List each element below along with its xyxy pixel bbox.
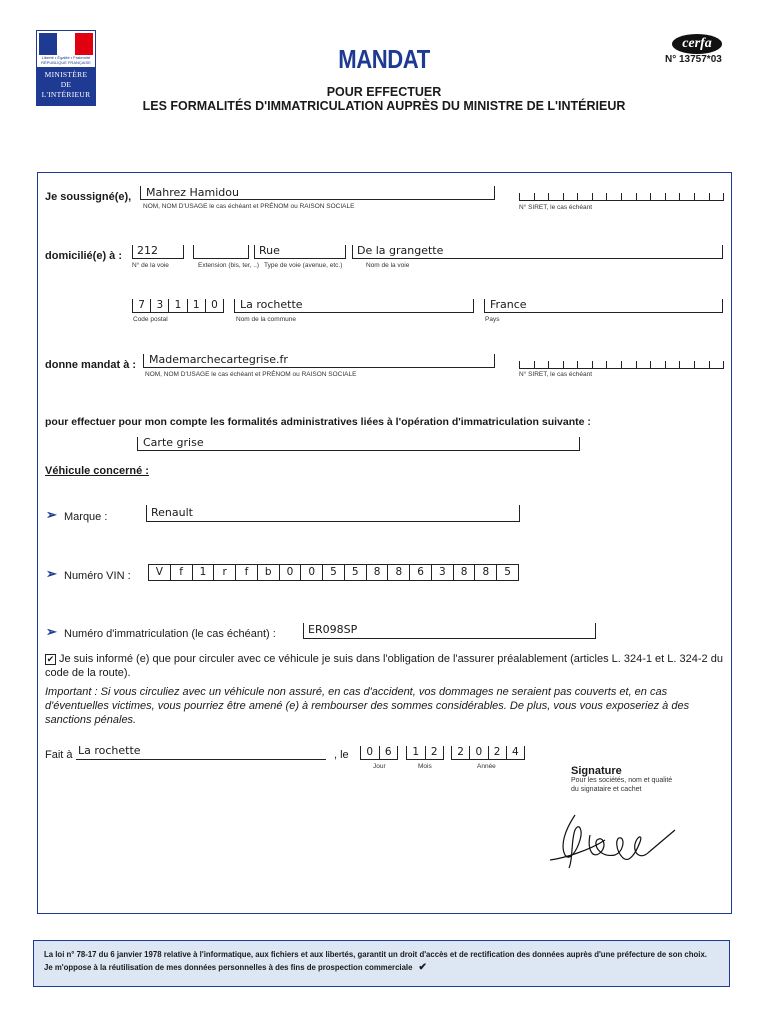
soussigne-siret-hint: N° SIRET, le cas échéant (519, 204, 593, 211)
signature-drawing (545, 800, 685, 880)
operation-label: pour effectuer pour mon compte les formalités administratives liées à l'opération d'immatriculation suivante : (45, 416, 591, 428)
subtitle-line-2: LES FORMALITÉS D'IMMATRICULATION AUPRÈS DU MINISTRE DE L'INTÉRIEUR (142, 99, 626, 113)
signature-hint-1: Pour les sociétés, nom et qualité (571, 777, 673, 784)
mois-hint: Mois (418, 763, 432, 770)
extension-hint: Extension (bis, ter, ..) (198, 262, 260, 269)
immat-field[interactable] (303, 623, 596, 639)
marque-field[interactable] (146, 505, 520, 522)
arrow-icon: ➢ (46, 624, 57, 639)
extension-field[interactable] (193, 245, 249, 259)
arrow-icon: ➢ (46, 507, 57, 522)
marque-label: Marque : (64, 511, 108, 523)
ministere-text: MINISTÈRE DE L'INTÉRIEUR (37, 67, 95, 105)
arrow-icon: ➢ (46, 566, 57, 581)
fait-label: Fait à (45, 749, 73, 761)
cerfa-logo: cerfa (672, 34, 722, 54)
page-title: MANDAT (338, 44, 430, 74)
marque-value: Renault (151, 506, 193, 519)
signature-title: Signature (571, 765, 622, 777)
pays-field[interactable] (484, 299, 723, 313)
mandataire-hint: NOM, NOM D'USAGE le cas échéant et PRÉNOM ou RAISON SOCIALE (145, 371, 357, 378)
mois-field[interactable]: 1 2 (406, 746, 444, 760)
assurance-text: Je suis informé (e) que pour circuler avec ce véhicule je suis dans l'obligation de l'assurer préalablement (articles L. 324-1 et L. 324-2 du code de la route). (45, 653, 723, 679)
footer-notice (33, 940, 730, 987)
cerfa-number: N° 13757*03 (665, 54, 722, 65)
immat-label: Numéro d'immatriculation (le cas échéant) : (64, 628, 276, 640)
commune-value: La rochette (240, 298, 303, 311)
soussigne-siret-field[interactable] (519, 191, 724, 201)
pays-value: France (490, 298, 527, 311)
commune-hint: Nom de la commune (236, 316, 296, 323)
vin-field[interactable]: V f 1 r f b 0 0 5 5 8 8 6 3 8 8 5 (148, 564, 519, 581)
mandataire-siret-field[interactable] (519, 359, 724, 369)
operation-value: Carte grise (143, 436, 204, 449)
type-voie-value: Rue (259, 244, 280, 257)
mandataire-field[interactable] (143, 354, 495, 368)
le-label: , le (334, 749, 349, 761)
vin-label: Numéro VIN : (64, 570, 131, 582)
footer-line-2: Je m'oppose à la réutilisation de mes données personnelles à des fins de prospection commerciale (44, 963, 413, 972)
republique-text: Liberté • Égalité • Fraternité RÉPUBLIQUE FRANÇAISE (41, 55, 91, 65)
mandataire-value: Mademarchecartegrise.fr (149, 353, 288, 366)
footer-checkbox[interactable]: ✔ (418, 962, 427, 973)
type-voie-hint: Type de voie (avenue, etc.) (264, 262, 343, 269)
type-voie-field[interactable] (254, 245, 346, 259)
code-postal-field[interactable]: 7 3 1 1 0 (132, 299, 224, 313)
jour-hint: Jour (373, 763, 386, 770)
soussigne-label: Je soussigné(e), (45, 191, 132, 203)
jour-field[interactable]: 0 6 (360, 746, 398, 760)
code-postal-hint: Code postal (133, 316, 168, 323)
numero-voie-field[interactable] (132, 245, 184, 259)
important-text: Important : Si vous circuliez avec un véhicule non assuré, en cas d'accident, vos dommages ne seraient pas couverts et, en cas d'éventuelles victimes, vous pourriez être amené (e) à rembourser des sommes considérables. De plus, vous vous exposeriez à des sanctions pénales. (45, 686, 690, 726)
domicile-label: domicilié(e) à : (45, 250, 123, 262)
soussigne-value: Mahrez Hamidou (146, 186, 239, 199)
subtitle-line-1: POUR EFFECTUER (326, 85, 442, 99)
footer-line-1: La loi n° 78-17 du 6 janvier 1978 relative à l'informatique, aux fichiers et aux libertés, garantit un droit d'accès et de rectification des données auprès d'une préfecture de son choix. (44, 950, 707, 959)
annee-field[interactable]: 2 0 2 4 (451, 746, 525, 760)
vehicule-heading: Véhicule concerné : (45, 465, 149, 477)
fait-lieu-value: La rochette (78, 744, 141, 757)
nom-voie-hint: Nom de la voie (366, 262, 410, 269)
operation-field[interactable] (137, 437, 580, 451)
fait-lieu-field[interactable] (76, 744, 326, 760)
annee-hint: Année (477, 763, 496, 770)
nom-voie-value: De la grangette (357, 244, 444, 257)
soussigne-field[interactable] (140, 186, 495, 200)
commune-field[interactable] (234, 299, 474, 313)
signature-hint-2: du signataire et cachet (571, 786, 642, 793)
mandataire-siret-hint: N° SIRET, le cas échéant (519, 371, 593, 378)
assurance-checkbox[interactable]: ✔ (46, 654, 55, 664)
immat-value: ER098SP (308, 623, 358, 636)
numero-voie-hint: N° de la voie (132, 262, 169, 269)
nom-voie-field[interactable] (352, 245, 723, 259)
soussigne-hint: NOM, NOM D'USAGE le cas échéant et PRÉNOM ou RAISON SOCIALE (143, 203, 355, 210)
mandataire-label: donne mandat à : (45, 359, 137, 371)
numero-voie-value: 212 (137, 244, 158, 257)
pays-hint: Pays (485, 316, 500, 323)
